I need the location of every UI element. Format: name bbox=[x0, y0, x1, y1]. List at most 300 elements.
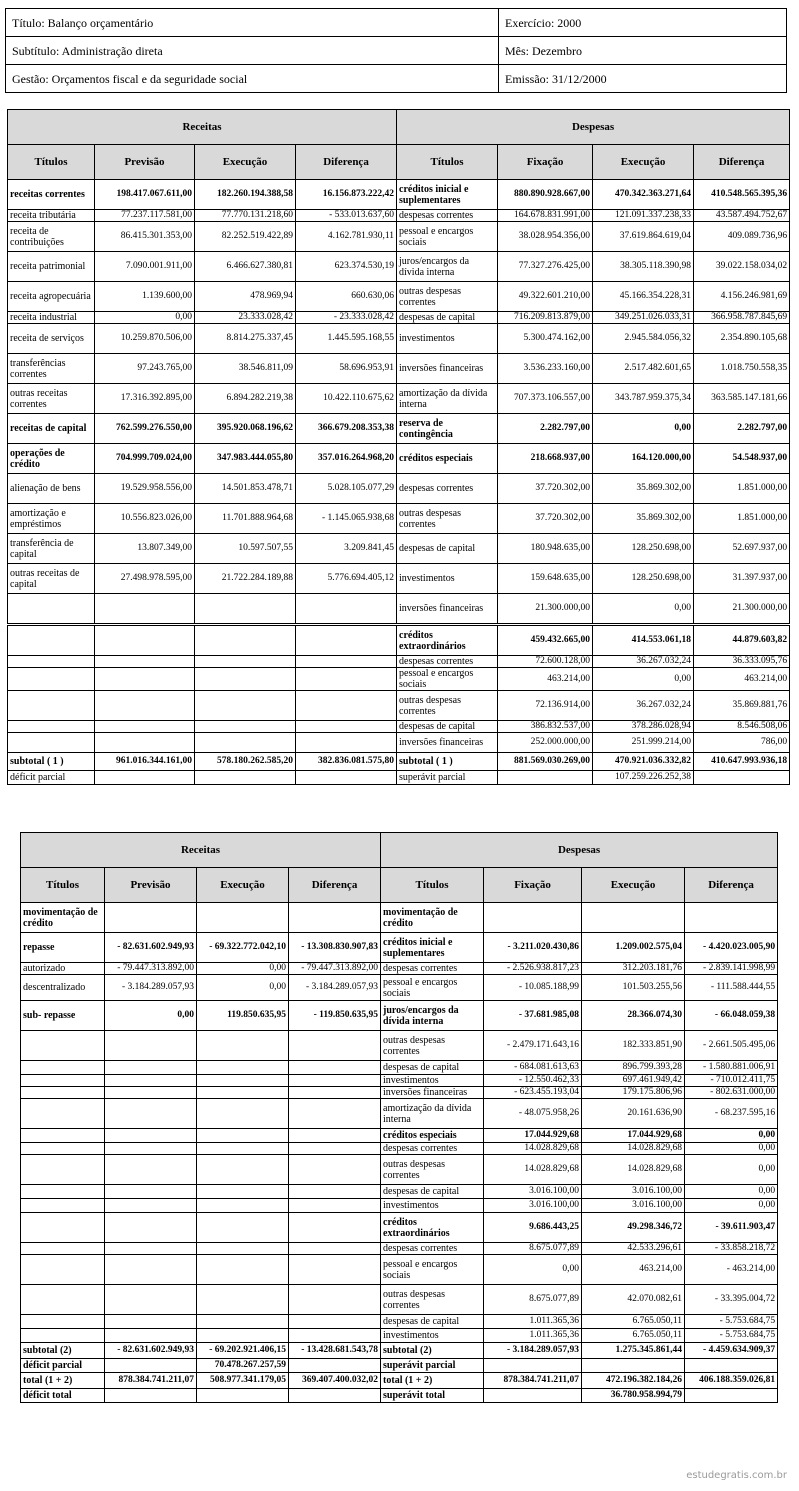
value-cell: 218.668.937,00 bbox=[498, 444, 593, 474]
table-row bbox=[21, 1129, 778, 1143]
row-title-cell: subtotal ( 1 ) bbox=[397, 753, 498, 771]
value-cell: 28.366.074,30 bbox=[582, 1001, 685, 1031]
value-cell: 38.546.811,09 bbox=[195, 354, 296, 384]
value-cell: 251.999.214,00 bbox=[593, 733, 694, 753]
value-cell: 70.478.267.257,59 bbox=[197, 1359, 289, 1373]
value-cell bbox=[296, 668, 397, 691]
table-row bbox=[21, 1255, 778, 1285]
row-title-cell bbox=[21, 1199, 105, 1213]
table-row bbox=[21, 1343, 778, 1359]
value-cell bbox=[95, 594, 195, 624]
table-row bbox=[8, 721, 790, 733]
value-cell: 14.501.853.478,71 bbox=[195, 474, 296, 504]
value-cell: 347.983.444.055,80 bbox=[195, 444, 296, 474]
value-cell bbox=[197, 1315, 289, 1329]
value-cell: 3.536.233.160,00 bbox=[498, 354, 593, 384]
row-title-cell: inversões financeiras bbox=[381, 1087, 484, 1099]
row-title-cell: despesas correntes bbox=[397, 474, 498, 504]
value-cell bbox=[95, 733, 195, 753]
row-title-cell: movimentação de crédito bbox=[21, 903, 105, 933]
row-title-cell: investimentos bbox=[381, 1329, 484, 1343]
column-header: Execução bbox=[197, 868, 289, 903]
row-title-cell bbox=[8, 721, 95, 733]
value-cell: 363.585.147.181,66 bbox=[694, 384, 790, 414]
value-cell: 128.250.698,00 bbox=[593, 564, 694, 594]
row-title-cell: superávit parcial bbox=[381, 1359, 484, 1373]
value-cell: 343.787.959.375,34 bbox=[593, 384, 694, 414]
value-cell bbox=[296, 721, 397, 733]
value-cell: - 33.395.004,72 bbox=[685, 1285, 778, 1315]
value-cell: 8.546.508,06 bbox=[694, 721, 790, 733]
row-title-cell bbox=[21, 1075, 105, 1087]
value-cell bbox=[105, 1329, 197, 1343]
value-cell bbox=[95, 668, 195, 691]
row-title-cell: transferências correntes bbox=[8, 354, 95, 384]
value-cell: 1.275.345.861,44 bbox=[582, 1343, 685, 1359]
value-cell: 0,00 bbox=[95, 312, 195, 324]
table-row bbox=[21, 933, 778, 963]
table-row bbox=[8, 222, 790, 252]
row-title-cell bbox=[21, 1213, 105, 1243]
column-header: Diferença bbox=[685, 868, 778, 903]
row-title-cell: déficit parcial bbox=[8, 771, 95, 785]
value-cell bbox=[289, 1199, 381, 1213]
value-cell: 36.333.095,76 bbox=[694, 656, 790, 668]
value-cell: 8.675.077,89 bbox=[484, 1243, 582, 1255]
value-cell bbox=[197, 1099, 289, 1129]
value-cell bbox=[685, 1359, 778, 1373]
value-cell bbox=[95, 721, 195, 733]
value-cell bbox=[195, 656, 296, 668]
value-cell: 36.267.032,24 bbox=[593, 691, 694, 721]
row-title-cell: transferência de capital bbox=[8, 534, 95, 564]
row-title-cell: total (1 + 2) bbox=[21, 1373, 105, 1389]
value-cell: 0,00 bbox=[685, 1129, 778, 1143]
value-cell: 10.259.870.506,00 bbox=[95, 324, 195, 354]
value-cell: 378.286.028,94 bbox=[593, 721, 694, 733]
value-cell bbox=[296, 733, 397, 753]
row-title-cell: créditos especiais bbox=[381, 1129, 484, 1143]
value-cell: - 1.580.881.006,91 bbox=[685, 1061, 778, 1075]
value-cell: - 66.048.059,38 bbox=[685, 1001, 778, 1031]
value-cell: 9.686.443,25 bbox=[484, 1213, 582, 1243]
table-row bbox=[8, 282, 790, 312]
value-cell: 1.139.600,00 bbox=[95, 282, 195, 312]
row-title-cell: operações de crédito bbox=[8, 444, 95, 474]
value-cell bbox=[289, 1099, 381, 1129]
value-cell bbox=[195, 626, 296, 656]
value-cell bbox=[289, 1061, 381, 1075]
value-cell bbox=[105, 1143, 197, 1155]
value-cell: 252.000.000,00 bbox=[498, 733, 593, 753]
table-row bbox=[21, 1373, 778, 1389]
value-cell bbox=[95, 656, 195, 668]
table-row bbox=[21, 903, 778, 933]
value-cell: 623.374.530,19 bbox=[296, 252, 397, 282]
value-cell: 38.305.118.390,98 bbox=[593, 252, 694, 282]
value-cell bbox=[289, 1243, 381, 1255]
value-cell bbox=[289, 1329, 381, 1343]
value-cell: 21.300.000,00 bbox=[694, 594, 790, 624]
value-cell: 119.850.635,95 bbox=[197, 1001, 289, 1031]
value-cell bbox=[296, 626, 397, 656]
value-cell: 5.776.694.405,12 bbox=[296, 564, 397, 594]
value-cell: - 69.202.921.406,15 bbox=[197, 1343, 289, 1359]
value-cell: - 2.839.141.998,99 bbox=[685, 963, 778, 975]
row-title-cell: outras despesas correntes bbox=[397, 691, 498, 721]
value-cell: 23.333.028,42 bbox=[195, 312, 296, 324]
value-cell: 0,00 bbox=[593, 414, 694, 444]
despesas-section-header: Despesas bbox=[397, 110, 790, 145]
value-cell: - 3.184.289.057,93 bbox=[289, 975, 381, 1001]
value-cell: 6.894.282.219,38 bbox=[195, 384, 296, 414]
value-cell: 1.011.365,36 bbox=[484, 1329, 582, 1343]
row-title-cell: créditos especiais bbox=[397, 444, 498, 474]
row-title-cell: despesas de capital bbox=[381, 1061, 484, 1075]
value-cell: 660.630,06 bbox=[296, 282, 397, 312]
row-title-cell: inversões financeiras bbox=[397, 594, 498, 624]
value-cell: 11.701.888.964,68 bbox=[195, 504, 296, 534]
row-title-cell: receita de contribuições bbox=[8, 222, 95, 252]
value-cell: 43.587.494.752,67 bbox=[694, 210, 790, 222]
value-cell bbox=[289, 1155, 381, 1185]
value-cell bbox=[484, 903, 582, 933]
value-cell bbox=[197, 1329, 289, 1343]
value-cell: 42.070.082,61 bbox=[582, 1285, 685, 1315]
value-cell: 58.696.953,91 bbox=[296, 354, 397, 384]
table-row bbox=[21, 1185, 778, 1199]
value-cell: 704.999.709.024,00 bbox=[95, 444, 195, 474]
table-row bbox=[21, 975, 778, 1001]
value-cell bbox=[582, 1359, 685, 1373]
value-cell: 159.648.635,00 bbox=[498, 564, 593, 594]
value-cell bbox=[105, 1129, 197, 1143]
row-title-cell: investimentos bbox=[381, 1075, 484, 1087]
value-cell: - 119.850.635,95 bbox=[289, 1001, 381, 1031]
value-cell: - 13.428.681.543,78 bbox=[289, 1343, 381, 1359]
table-row bbox=[8, 180, 790, 210]
value-cell: 38.028.954.356,00 bbox=[498, 222, 593, 252]
value-cell bbox=[105, 1243, 197, 1255]
value-cell: 35.869.302,00 bbox=[593, 504, 694, 534]
report-month: Mês: Dezembro bbox=[499, 37, 787, 65]
budget-table-2 bbox=[20, 832, 778, 1403]
value-cell: 36.780.958.994,79 bbox=[582, 1389, 685, 1403]
value-cell bbox=[685, 1389, 778, 1403]
row-title-cell: superávit parcial bbox=[397, 771, 498, 785]
value-cell: 121.091.337.238,33 bbox=[593, 210, 694, 222]
row-title-cell: juros/encargos da dívida interna bbox=[381, 1001, 484, 1031]
value-cell: - 82.631.602.949,93 bbox=[105, 1343, 197, 1359]
value-cell: 349.251.026.033,31 bbox=[593, 312, 694, 324]
value-cell bbox=[296, 656, 397, 668]
row-title-cell: investimentos bbox=[381, 1199, 484, 1213]
value-cell bbox=[195, 594, 296, 624]
row-title-cell: investimentos bbox=[397, 324, 498, 354]
value-cell: 101.503.255,56 bbox=[582, 975, 685, 1001]
value-cell: 37.720.302,00 bbox=[498, 504, 593, 534]
value-cell bbox=[105, 1185, 197, 1199]
row-title-cell: receita tributária bbox=[8, 210, 95, 222]
value-cell bbox=[105, 1099, 197, 1129]
value-cell: 14.028.829,68 bbox=[582, 1143, 685, 1155]
value-cell bbox=[289, 1255, 381, 1285]
value-cell bbox=[289, 1359, 381, 1373]
value-cell bbox=[105, 1075, 197, 1087]
value-cell: 880.890.928.667,00 bbox=[498, 180, 593, 210]
value-cell: 1.011.365,36 bbox=[484, 1315, 582, 1329]
row-title-cell: pessoal e encargos sociais bbox=[397, 222, 498, 252]
row-title-cell: inversões financeiras bbox=[397, 354, 498, 384]
value-cell: 395.920.068.196,62 bbox=[195, 414, 296, 444]
value-cell: - 48.075.958,26 bbox=[484, 1099, 582, 1129]
value-cell bbox=[195, 691, 296, 721]
value-cell: 5.300.474.162,00 bbox=[498, 324, 593, 354]
value-cell: 182.260.194.388,58 bbox=[195, 180, 296, 210]
value-cell bbox=[289, 1143, 381, 1155]
value-cell: - 463.214,00 bbox=[685, 1255, 778, 1285]
value-cell: 86.415.301.353,00 bbox=[95, 222, 195, 252]
row-title-cell: outras receitas correntes bbox=[8, 384, 95, 414]
row-title-cell bbox=[21, 1155, 105, 1185]
value-cell: 14.028.829,68 bbox=[484, 1155, 582, 1185]
row-title-cell: outras despesas correntes bbox=[397, 504, 498, 534]
row-title-cell: créditos inicial e suplementares bbox=[397, 180, 498, 210]
row-title-cell bbox=[8, 594, 95, 624]
value-cell: 77.237.117.581,00 bbox=[95, 210, 195, 222]
value-cell bbox=[197, 1129, 289, 1143]
table-row bbox=[21, 1329, 778, 1343]
row-title-cell: amortização e empréstimos bbox=[8, 504, 95, 534]
table-row bbox=[8, 534, 790, 564]
receitas-section-header: Receitas bbox=[8, 110, 397, 145]
row-title-cell: subtotal (2) bbox=[21, 1343, 105, 1359]
value-cell: 878.384.741.211,07 bbox=[484, 1373, 582, 1389]
row-title-cell: receita patrimonial bbox=[8, 252, 95, 282]
value-cell: 14.028.829,68 bbox=[484, 1143, 582, 1155]
value-cell: 44.879.603,82 bbox=[694, 626, 790, 656]
row-title-cell bbox=[21, 1143, 105, 1155]
column-header: Títulos bbox=[397, 145, 498, 180]
table-row bbox=[8, 753, 790, 771]
value-cell: 3.016.100,00 bbox=[484, 1199, 582, 1213]
report-subtitle: Subtítulo: Administração direta bbox=[6, 37, 499, 65]
value-cell: 2.282.797,00 bbox=[498, 414, 593, 444]
value-cell: - 68.237.595,16 bbox=[685, 1099, 778, 1129]
value-cell: 10.422.110.675,62 bbox=[296, 384, 397, 414]
value-cell bbox=[289, 1075, 381, 1087]
report-issue-date: Emissão: 31/12/2000 bbox=[499, 65, 787, 93]
value-cell bbox=[296, 691, 397, 721]
row-title-cell: despesas correntes bbox=[381, 1243, 484, 1255]
table-row bbox=[8, 474, 790, 504]
value-cell: 786,00 bbox=[694, 733, 790, 753]
value-cell bbox=[197, 1243, 289, 1255]
table-row bbox=[8, 252, 790, 282]
value-cell: - 3.211.020.430,86 bbox=[484, 933, 582, 963]
value-cell bbox=[197, 1031, 289, 1061]
value-cell: - 533.013.637,60 bbox=[296, 210, 397, 222]
value-cell: 2.517.482.601,65 bbox=[593, 354, 694, 384]
value-cell bbox=[197, 1213, 289, 1243]
value-cell: - 5.753.684,75 bbox=[685, 1329, 778, 1343]
value-cell bbox=[685, 903, 778, 933]
despesas-section-header: Despesas bbox=[381, 833, 778, 868]
row-title-cell: despesas de capital bbox=[397, 534, 498, 564]
column-header: Execução bbox=[195, 145, 296, 180]
column-header: Diferença bbox=[694, 145, 790, 180]
row-title-cell: despesas correntes bbox=[381, 1143, 484, 1155]
value-cell: 19.529.958.556,00 bbox=[95, 474, 195, 504]
value-cell: 8.814.275.337,45 bbox=[195, 324, 296, 354]
value-cell: 961.016.344.161,00 bbox=[95, 753, 195, 771]
value-cell: 463.214,00 bbox=[582, 1255, 685, 1285]
value-cell: - 13.308.830.907,83 bbox=[289, 933, 381, 963]
value-cell bbox=[105, 1359, 197, 1373]
value-cell: 39.022.158.034,02 bbox=[694, 252, 790, 282]
value-cell bbox=[289, 1185, 381, 1199]
table-row bbox=[21, 1143, 778, 1155]
column-header: Previsão bbox=[105, 868, 197, 903]
value-cell: 0,00 bbox=[197, 963, 289, 975]
value-cell: - 12.550.462,33 bbox=[484, 1075, 582, 1087]
value-cell: 2.945.584.056,32 bbox=[593, 324, 694, 354]
value-cell: 382.836.081.575,80 bbox=[296, 753, 397, 771]
value-cell: 0,00 bbox=[593, 668, 694, 691]
row-title-cell bbox=[21, 1031, 105, 1061]
report-header bbox=[5, 8, 787, 93]
row-title-cell bbox=[8, 668, 95, 691]
row-title-cell: investimentos bbox=[397, 564, 498, 594]
table-row bbox=[21, 1285, 778, 1315]
value-cell: 4.156.246.981,69 bbox=[694, 282, 790, 312]
value-cell: 3.016.100,00 bbox=[484, 1185, 582, 1199]
value-cell: 409.089.736,96 bbox=[694, 222, 790, 252]
column-header: Títulos bbox=[381, 868, 484, 903]
value-cell: 386.832.537,00 bbox=[498, 721, 593, 733]
row-title-cell: descentralizado bbox=[21, 975, 105, 1001]
value-cell: 1.851.000,00 bbox=[694, 504, 790, 534]
row-title-cell bbox=[21, 1315, 105, 1329]
value-cell bbox=[195, 668, 296, 691]
value-cell bbox=[105, 1155, 197, 1185]
report-title: Título: Balanço orçamentário bbox=[6, 9, 499, 37]
value-cell bbox=[105, 1213, 197, 1243]
row-title-cell bbox=[8, 656, 95, 668]
row-title-cell bbox=[21, 1087, 105, 1099]
value-cell bbox=[197, 1389, 289, 1403]
value-cell: 878.384.741.211,07 bbox=[105, 1373, 197, 1389]
value-cell: 21.722.284.189,88 bbox=[195, 564, 296, 594]
value-cell bbox=[197, 1255, 289, 1285]
table-row bbox=[8, 444, 790, 474]
table-row bbox=[21, 1155, 778, 1185]
row-title-cell: juros/encargos da dívida interna bbox=[397, 252, 498, 282]
watermark: estudegratis.com.br bbox=[686, 1470, 787, 1481]
row-title-cell: outras despesas correntes bbox=[381, 1155, 484, 1185]
value-cell: - 2.479.171.643,16 bbox=[484, 1031, 582, 1061]
column-header: Previsão bbox=[95, 145, 195, 180]
value-cell: 6.765.050,11 bbox=[582, 1315, 685, 1329]
value-cell: 410.548.565.395,36 bbox=[694, 180, 790, 210]
value-cell: 3.209.841,45 bbox=[296, 534, 397, 564]
value-cell: 36.267.032,24 bbox=[593, 656, 694, 668]
row-title-cell: receita agropecuária bbox=[8, 282, 95, 312]
table-row bbox=[21, 963, 778, 975]
value-cell bbox=[195, 733, 296, 753]
value-cell: 716.209.813.879,00 bbox=[498, 312, 593, 324]
value-cell bbox=[105, 1285, 197, 1315]
value-cell: 107.259.226.252,38 bbox=[593, 771, 694, 785]
value-cell: 463.214,00 bbox=[694, 668, 790, 691]
value-cell: 1.445.595.168,55 bbox=[296, 324, 397, 354]
value-cell bbox=[195, 771, 296, 785]
value-cell: 35.869.302,00 bbox=[593, 474, 694, 504]
value-cell: 6.466.627.380,81 bbox=[195, 252, 296, 282]
value-cell: 77.770.131.218,60 bbox=[195, 210, 296, 222]
row-title-cell: outras despesas correntes bbox=[397, 282, 498, 312]
value-cell: 0,00 bbox=[685, 1143, 778, 1155]
value-cell: 896.799.393,28 bbox=[582, 1061, 685, 1075]
value-cell bbox=[95, 626, 195, 656]
value-cell bbox=[95, 691, 195, 721]
table-row bbox=[8, 626, 790, 656]
value-cell: 369.407.400.032,02 bbox=[289, 1373, 381, 1389]
value-cell: 164.678.831.991,00 bbox=[498, 210, 593, 222]
column-header: Diferença bbox=[289, 868, 381, 903]
value-cell: 410.647.993.936,18 bbox=[694, 753, 790, 771]
row-title-cell bbox=[21, 1255, 105, 1285]
row-title-cell: amortização da dívida interna bbox=[397, 384, 498, 414]
table-row bbox=[8, 656, 790, 668]
value-cell: 35.869.881,76 bbox=[694, 691, 790, 721]
value-cell bbox=[105, 1199, 197, 1213]
column-header: Títulos bbox=[21, 868, 105, 903]
value-cell: 470.921.036.332,82 bbox=[593, 753, 694, 771]
value-cell: 459.432.665,00 bbox=[498, 626, 593, 656]
column-header: Execução bbox=[582, 868, 685, 903]
value-cell: 42.533.296,61 bbox=[582, 1243, 685, 1255]
report-year: Exercício: 2000 bbox=[499, 9, 787, 37]
value-cell: - 23.333.028,42 bbox=[296, 312, 397, 324]
column-header: Fixação bbox=[484, 868, 582, 903]
table-row bbox=[21, 1389, 778, 1403]
value-cell: 3.016.100,00 bbox=[582, 1185, 685, 1199]
value-cell: 463.214,00 bbox=[498, 668, 593, 691]
table-row bbox=[8, 210, 790, 222]
value-cell bbox=[105, 1315, 197, 1329]
value-cell: 366.958.787.845,69 bbox=[694, 312, 790, 324]
value-cell: - 3.184.289.057,93 bbox=[484, 1343, 582, 1359]
table-row bbox=[8, 324, 790, 354]
table-row bbox=[21, 1001, 778, 1031]
value-cell: 8.675.077,89 bbox=[484, 1285, 582, 1315]
value-cell: 37.720.302,00 bbox=[498, 474, 593, 504]
value-cell: 97.243.765,00 bbox=[95, 354, 195, 384]
row-title-cell: despesas correntes bbox=[397, 210, 498, 222]
value-cell bbox=[484, 1389, 582, 1403]
value-cell: 4.162.781.930,11 bbox=[296, 222, 397, 252]
row-title-cell: subtotal (2) bbox=[381, 1343, 484, 1359]
value-cell: 10.597.507,55 bbox=[195, 534, 296, 564]
table-row bbox=[8, 564, 790, 594]
value-cell: 5.028.105.077,29 bbox=[296, 474, 397, 504]
value-cell bbox=[197, 1285, 289, 1315]
value-cell: 366.679.208.353,38 bbox=[296, 414, 397, 444]
value-cell: 697.461.949,42 bbox=[582, 1075, 685, 1087]
row-title-cell: superávit total bbox=[381, 1389, 484, 1403]
value-cell: 312.203.181,76 bbox=[582, 963, 685, 975]
